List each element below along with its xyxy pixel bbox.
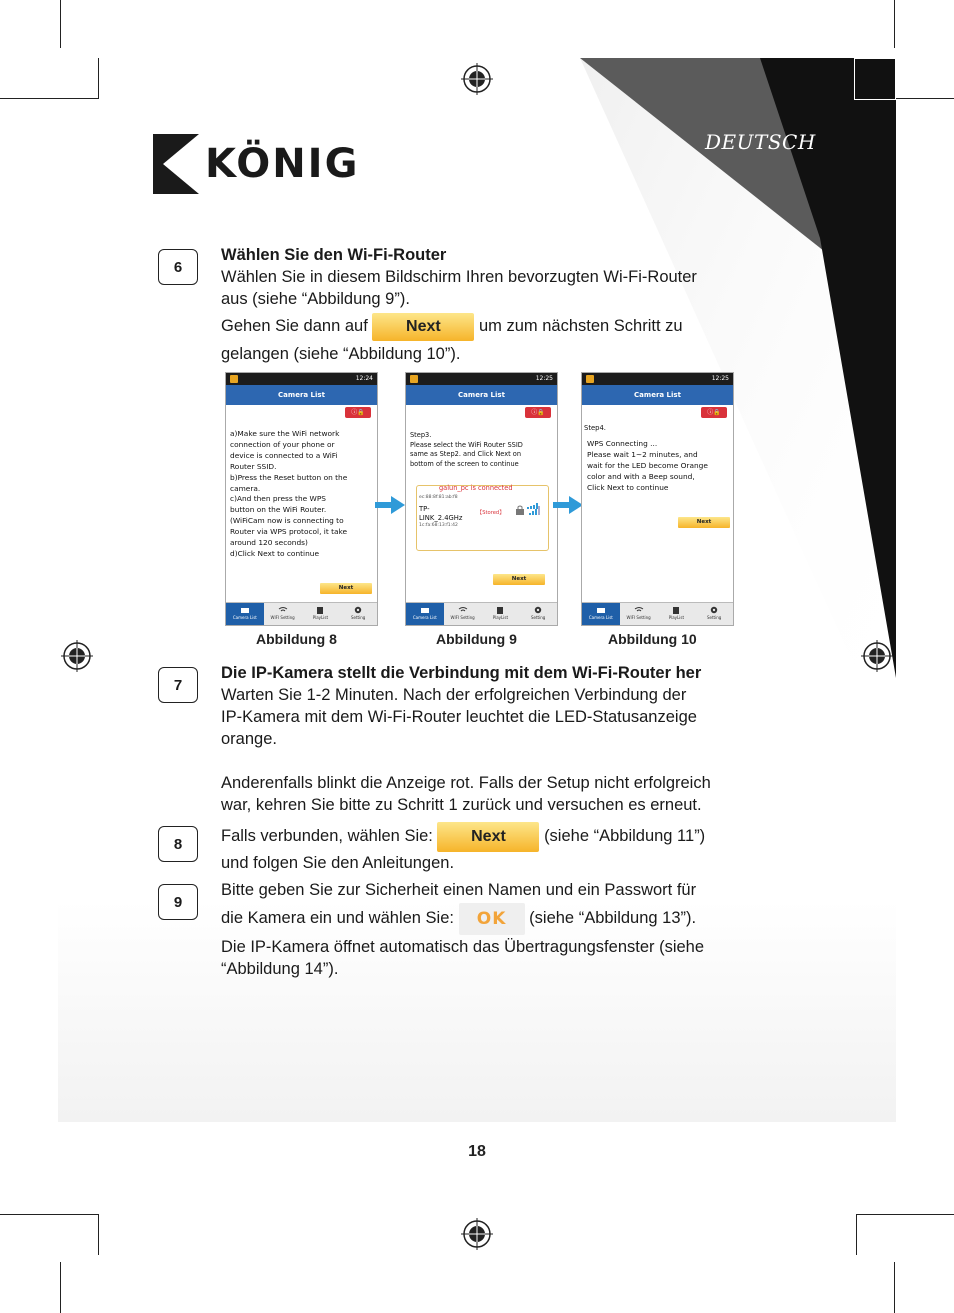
camera-icon (420, 606, 430, 614)
step-text: Wählen Sie in diesem Bildschirm Ihren bevorzugten Wi-Fi-Router (221, 268, 697, 286)
next-button[interactable]: Next (372, 313, 474, 341)
app-icon (410, 375, 418, 383)
step-heading: Wählen Sie den Wi-Fi-Router (221, 246, 447, 264)
next-button[interactable]: Next (437, 822, 539, 852)
step-label: Step4. (584, 424, 606, 432)
screen-title: Camera List (582, 385, 733, 405)
screen-title: Camera List (406, 385, 557, 405)
playlist-icon (671, 606, 681, 614)
tab-setting[interactable]: Setting (695, 603, 733, 625)
alert-icon: ⓘ🔒 (701, 407, 727, 418)
lock-icon (515, 505, 525, 515)
tab-bar (406, 602, 557, 625)
router-name[interactable]: TP- LINK_2.4GHz (419, 505, 463, 522)
app-icon (586, 375, 594, 383)
tab-bar (582, 602, 733, 625)
page-number: 18 (468, 1143, 486, 1160)
status-bar (582, 373, 733, 385)
tab-camera-list[interactable]: Camera List (582, 603, 620, 625)
next-button[interactable]: Next (320, 583, 372, 594)
registration-mark-icon (461, 1218, 493, 1250)
tab-playlist[interactable]: PlayList (302, 603, 340, 625)
gear-icon (533, 606, 543, 614)
status-time: 12:25 (711, 375, 729, 382)
instruction-text: Step3. Please select the WiFi Router SSID same as Step2. and Click Next on bottom of the screen to continue (410, 431, 523, 468)
router-mac: ec:88:8f:81:ab:f8 (419, 495, 458, 500)
language-label: DEUTSCH (705, 130, 816, 154)
step-heading: Die IP-Kamera stellt die Verbindung mit dem Wi-Fi-Router her (221, 664, 702, 682)
crop-mark (856, 1214, 857, 1255)
step-text: um zum nächsten Schritt zu (478, 317, 683, 335)
instruction-text: a)Make sure the WiFi network connection of your phone or device is connected to a WiFi Router SSID. b)Press the Reset button on the camera. c)And then press the WPS button on the WiFi Router. (WiFiCam now is connecting to Router via WPS protocol, it take around 120 seconds) d)Click Next to continue (230, 429, 348, 558)
step-text: aus (siehe “Abbildung 9”). (221, 290, 410, 308)
router-mac: 1c:fa:68:13:f1:42 (419, 523, 458, 528)
phone-screenshot-fig10 (581, 372, 734, 626)
wifi-icon (278, 606, 288, 614)
tab-playlist[interactable]: PlayList (482, 603, 520, 625)
screen-title: Camera List (226, 385, 377, 405)
crop-mark-inner (854, 58, 896, 100)
signal-bars-icon (529, 506, 543, 515)
registration-mark-icon (461, 63, 493, 95)
step-text: Falls verbunden, wählen Sie: (221, 827, 433, 845)
step-text: und folgen Sie den Anleitungen. (221, 854, 455, 872)
step-text: IP-Kamera mit dem Wi-Fi-Router leuchtet die LED-Statusanzeige (221, 708, 697, 726)
step-number: 6 (158, 249, 198, 285)
crop-mark (60, 1262, 61, 1313)
crop-mark (894, 1262, 895, 1313)
konig-k-icon (153, 134, 199, 194)
tab-wifi-setting[interactable]: WIFI Setting (620, 603, 658, 625)
connected-text: galun_pc is connected (439, 484, 513, 492)
crop-mark (0, 1214, 98, 1215)
crop-mark (0, 98, 98, 99)
registration-mark-icon (61, 640, 93, 672)
step-text: (siehe “Abbildung 13”). (529, 909, 697, 927)
step-text: Gehen Sie dann auf (221, 317, 368, 335)
konig-logo (153, 134, 378, 194)
step-text: Warten Sie 1-2 Minuten. Nach der erfolgreichen Verbindung der (221, 686, 687, 704)
tab-camera-list[interactable]: Camera List (406, 603, 444, 625)
arrow-right-icon (553, 496, 583, 514)
step-text: war, kehren Sie bitte zu Schritt 1 zurück und versuchen es erneut. (221, 796, 702, 814)
router-list (416, 485, 549, 551)
next-button[interactable]: Next (493, 574, 545, 585)
router-stored: 【Stored】 (477, 510, 505, 516)
alert-icon: ⓘ🔒 (525, 407, 551, 418)
step-text: gelangen (siehe “Abbildung 10”). (221, 345, 461, 363)
crop-mark (98, 1214, 99, 1255)
crop-mark (856, 1214, 954, 1215)
step-text: (siehe “Abbildung 11”) (544, 827, 706, 845)
app-icon (230, 375, 238, 383)
crop-mark (98, 58, 99, 99)
registration-mark-icon (861, 640, 893, 672)
next-button[interactable]: Next (678, 517, 730, 528)
phone-screenshot-fig9 (405, 372, 558, 626)
wifi-icon (634, 606, 644, 614)
gear-icon (709, 606, 719, 614)
step-text-row (221, 821, 705, 852)
step-number: 8 (158, 826, 198, 862)
figure-caption: Abbildung 10 (608, 631, 697, 647)
tab-setting[interactable]: Setting (519, 603, 557, 625)
tab-camera-list[interactable]: Camera List (226, 603, 264, 625)
step-text: “Abbildung 14”). (221, 960, 339, 978)
step-text-row (221, 902, 696, 935)
ok-button[interactable]: OK (459, 903, 525, 935)
alert-icon: ⓘ🔒 (345, 407, 371, 418)
brand-name: KÖNIG (205, 141, 360, 187)
step-text: die Kamera ein und wählen Sie: (221, 909, 454, 927)
status-time: 12:25 (535, 375, 553, 382)
playlist-icon (495, 606, 505, 614)
status-bar (406, 373, 557, 385)
step-text: Die IP-Kamera öffnet automatisch das Übertragungsfenster (siehe (221, 938, 705, 956)
figure-caption: Abbildung 8 (256, 631, 337, 647)
step-text-row (221, 312, 683, 341)
playlist-icon (315, 606, 325, 614)
tab-wifi-setting[interactable]: WIFI Setting (264, 603, 302, 625)
step-text: Anderenfalls blinkt die Anzeige rot. Falls der Setup nicht erfolgreich (221, 774, 711, 792)
arrow-right-icon (375, 496, 405, 514)
step-number: 9 (158, 884, 198, 920)
gear-icon (353, 606, 363, 614)
camera-icon (596, 606, 606, 614)
instruction-text: WPS Connecting ... Please wait 1~2 minutes, and wait for the LED become Orange color and with a Beep sound, Click Next to continue (587, 439, 708, 492)
tab-playlist[interactable]: PlayList (658, 603, 696, 625)
tab-setting[interactable]: Setting (339, 603, 377, 625)
figure-caption: Abbildung 9 (436, 631, 517, 647)
step-number: 7 (158, 667, 198, 703)
step-text: Bitte geben Sie zur Sicherheit einen Namen und ein Passwort für (221, 881, 697, 899)
crop-mark (894, 0, 895, 48)
step-text: orange. (221, 730, 277, 748)
status-time: 12:24 (355, 375, 373, 382)
tab-bar (226, 602, 377, 625)
phone-screenshot-fig8 (225, 372, 378, 626)
wifi-icon (458, 606, 468, 614)
signal-icon (527, 494, 541, 500)
camera-icon (240, 606, 250, 614)
crop-mark (60, 0, 61, 48)
status-bar (226, 373, 377, 385)
tab-wifi-setting[interactable]: WIFI Setting (444, 603, 482, 625)
